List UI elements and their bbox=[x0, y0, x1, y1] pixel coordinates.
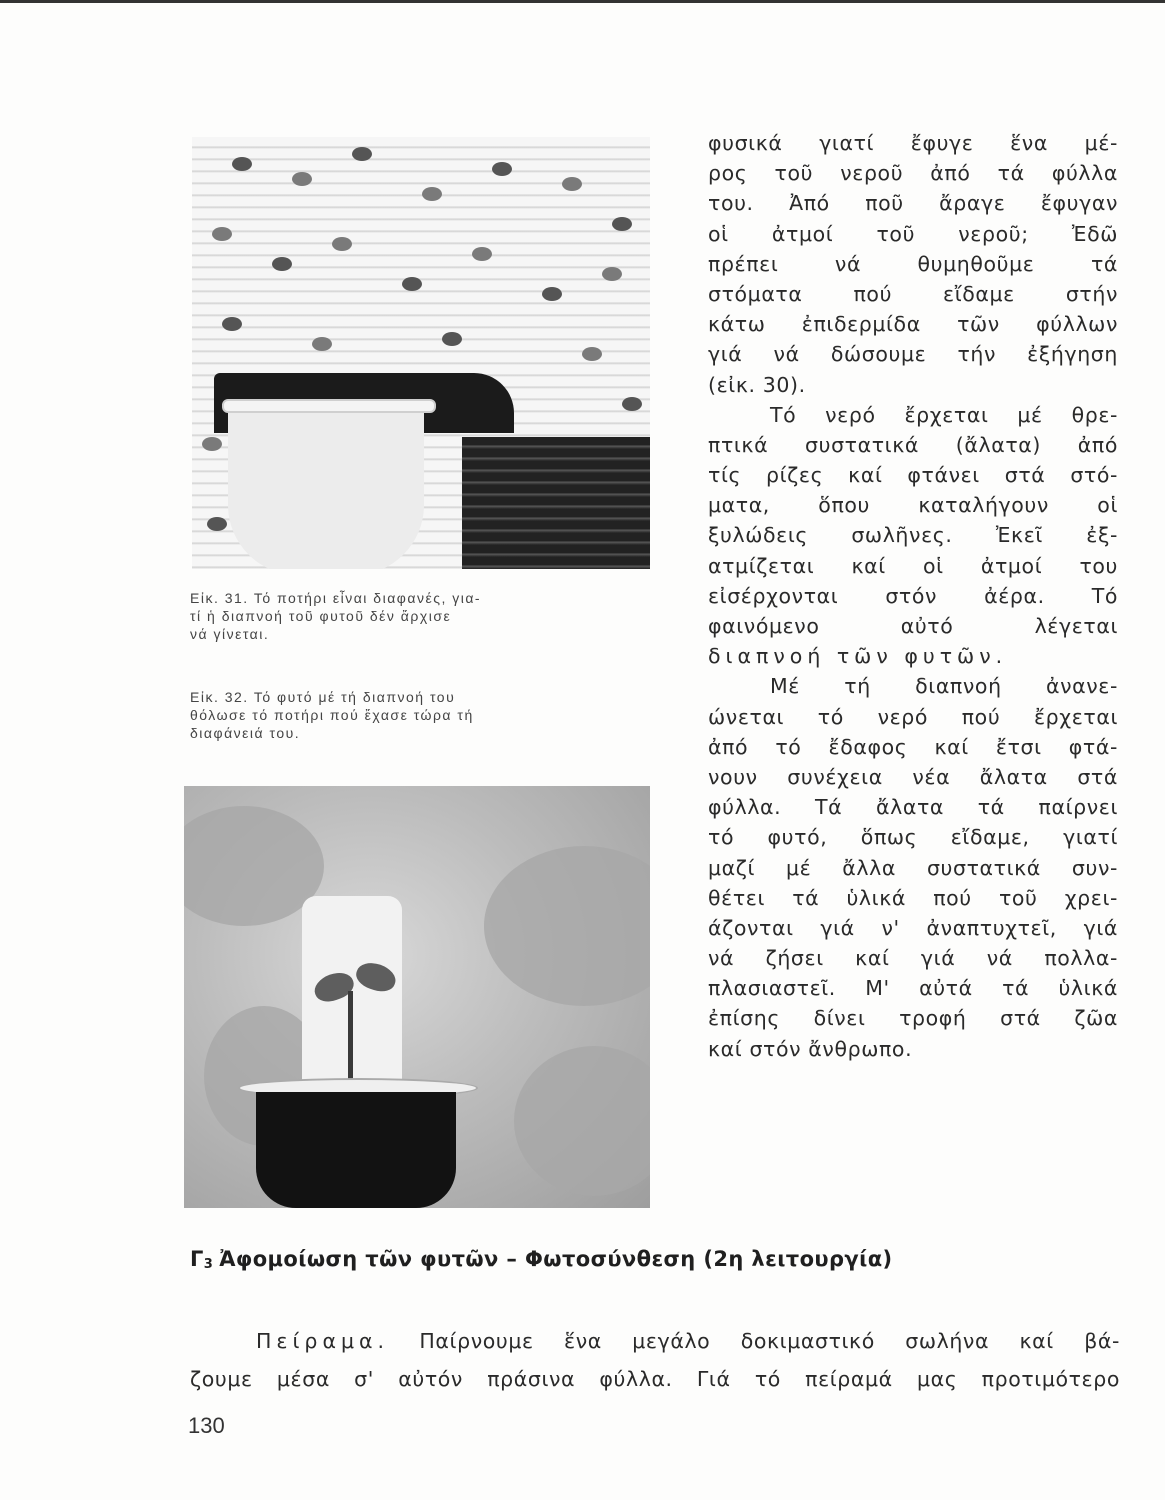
curtain-leaf bbox=[492, 162, 512, 176]
background-foliage bbox=[484, 846, 650, 1006]
text-line: πτικά συστατικά (ἄλατα) ἀπό bbox=[708, 432, 1118, 457]
text-line: ώνεται τό νερό πού ἔρχεται bbox=[708, 704, 1118, 729]
text-line: Μέ τή διαπνοή ἀνανε- bbox=[770, 674, 1118, 699]
text-line: τίς ρίζες καί φτάνει στά στό- bbox=[708, 463, 1118, 488]
paragraph-text: Παίρνουμε ἕνα μεγάλο δοκιμαστικό σωλήνα καί βά- bbox=[389, 1329, 1120, 1353]
top-rule bbox=[0, 0, 1165, 3]
text-line: φαινόμενο αὐτό λέγεται bbox=[708, 614, 1118, 638]
experiment-paragraph bbox=[190, 1322, 1120, 1398]
text-line: Τό νερό ἔρχεται μέ θρε- bbox=[770, 402, 1118, 427]
section-heading bbox=[190, 1247, 1090, 1272]
figure-32-photo bbox=[184, 786, 650, 1208]
text-line: του. Ἀπό ποῦ ἄραγε ἔφυγαν bbox=[708, 191, 1118, 216]
caption-line: διαφάνειά του. bbox=[190, 725, 301, 741]
curtain-leaf bbox=[202, 437, 222, 451]
caption-line: Εἰκ. 31. Τό ποτήρι εἶναι διαφανές, για- bbox=[190, 590, 482, 606]
text-line: πρέπει νά θυμηθοῦμε τά bbox=[708, 251, 1118, 276]
text-line: ατμίζεται καί οἱ ἀτμοί του bbox=[708, 553, 1118, 578]
heading-prefix: Γ bbox=[190, 1247, 204, 1271]
curtain-leaf bbox=[272, 257, 292, 271]
text-line: τό φυτό, ὅπως εἴδαμε, γιατί bbox=[708, 825, 1118, 850]
curtain-leaf bbox=[312, 337, 332, 351]
curtain-leaf bbox=[332, 237, 352, 251]
text-line: κάτω ἐπιδερμίδα τῶν φύλλων bbox=[708, 312, 1118, 337]
text-line: στόματα πού εἴδαμε στήν bbox=[708, 281, 1118, 306]
right-column-text bbox=[708, 128, 1118, 1064]
figure-32-caption bbox=[190, 688, 570, 742]
text-line: ξυλώδεις σωλῆνες. Ἐκεῖ ἐξ- bbox=[708, 523, 1118, 548]
seedling-stem bbox=[348, 991, 353, 1086]
curtain-leaf bbox=[352, 147, 372, 161]
caption-line: θόλωσε τό ποτήρι πού ἔχασε τώρα τή bbox=[190, 707, 474, 723]
curtain-leaf bbox=[582, 347, 602, 361]
text-line: γιά νά δώσουμε τήν ἐξήγηση bbox=[708, 342, 1118, 367]
text-line: ρος τοῦ νεροῦ ἀπό τά φύλλα bbox=[708, 161, 1118, 186]
text-line: θέτει τά ὑλικά πού τοῦ χρει- bbox=[708, 885, 1118, 910]
text-line: ματα, ὅπου καταλήγουν οἱ bbox=[708, 493, 1118, 518]
curtain-leaf bbox=[207, 517, 227, 531]
glass-rim bbox=[222, 399, 436, 413]
text-line: νά ζήσει καί γιά νά πολλα- bbox=[708, 946, 1118, 971]
curtain-leaf bbox=[422, 187, 442, 201]
curtain-leaf bbox=[402, 277, 422, 291]
figure-31-caption bbox=[190, 589, 570, 643]
curtain-leaf bbox=[542, 287, 562, 301]
curtain-leaf bbox=[472, 247, 492, 261]
paragraph-line: ζουμε μέσα σ' αὐτόν πράσινα φύλλα. Γιά τό πείραμά μας προτιμότερο bbox=[190, 1367, 1120, 1391]
figure-31-photo bbox=[192, 137, 650, 569]
text-line: φύλλα. Τά ἄλατα τά παίρνει bbox=[708, 795, 1118, 820]
background-foliage bbox=[514, 1046, 650, 1196]
curtain-leaf bbox=[612, 217, 632, 231]
text-line: άζονται γιά ν' ἀναπτυχτεῖ, γιά bbox=[708, 915, 1118, 940]
clear-glass bbox=[228, 403, 424, 569]
curtain-leaf bbox=[232, 157, 252, 171]
caption-line: νά γίνεται. bbox=[190, 626, 270, 642]
curtain-leaf bbox=[222, 317, 242, 331]
curtain-leaf bbox=[602, 267, 622, 281]
curtain-leaf bbox=[622, 397, 642, 411]
text-line: εἰσέρχονται στόν ἀέρα. Τό bbox=[708, 583, 1118, 608]
curtain-leaf bbox=[442, 332, 462, 346]
text-line: καί στόν ἄνθρωπο. bbox=[708, 1036, 913, 1061]
flower-pot bbox=[256, 1092, 456, 1208]
text-line: οἱ ἀτμοί τοῦ νεροῦ; Ἐδῶ bbox=[708, 221, 1118, 246]
text-line: (εἰκ. 30). bbox=[708, 372, 806, 397]
text-line: ἐπίσης δίνει τροφή στά ζῶα bbox=[708, 1006, 1118, 1031]
curtain-leaf bbox=[292, 172, 312, 186]
page-number: 130 bbox=[188, 1413, 225, 1438]
text-line: νουν συνέχεια νέα ἄλατα στά bbox=[708, 764, 1118, 789]
text-line: πλασιαστεῖ. Μ' αὐτά τά ὑλικά bbox=[708, 976, 1118, 1001]
caption-line: Εἰκ. 32. Τό φυτό μέ τή διαπνοή του bbox=[190, 689, 456, 705]
term-diapnoi: διαπνοή τῶν φυτῶν. bbox=[708, 644, 1008, 669]
blind-shadow bbox=[462, 437, 650, 569]
heading-text: Ἀφομοίωση τῶν φυτῶν – Φωτοσύνθεση (2η λειτουργία) bbox=[219, 1247, 893, 1271]
text-line: μαζί μέ ἄλλα συστατικά συν- bbox=[708, 855, 1118, 880]
paragraph-line bbox=[190, 1322, 1120, 1360]
experiment-label: Πείραμα. bbox=[256, 1329, 390, 1353]
text-line: ἀπό τό ἔδαφος καί ἔτσι φτά- bbox=[708, 734, 1118, 759]
curtain-leaf bbox=[562, 177, 582, 191]
text-line: φυσικά γιατί ἔφυγε ἕνα μέ- bbox=[708, 131, 1118, 155]
caption-line: τί ἡ διαπνοή τοῦ φυτοῦ δέν ἄρχισε bbox=[190, 608, 452, 624]
heading-subscript: 3 bbox=[203, 1257, 214, 1272]
curtain-leaf bbox=[212, 227, 232, 241]
